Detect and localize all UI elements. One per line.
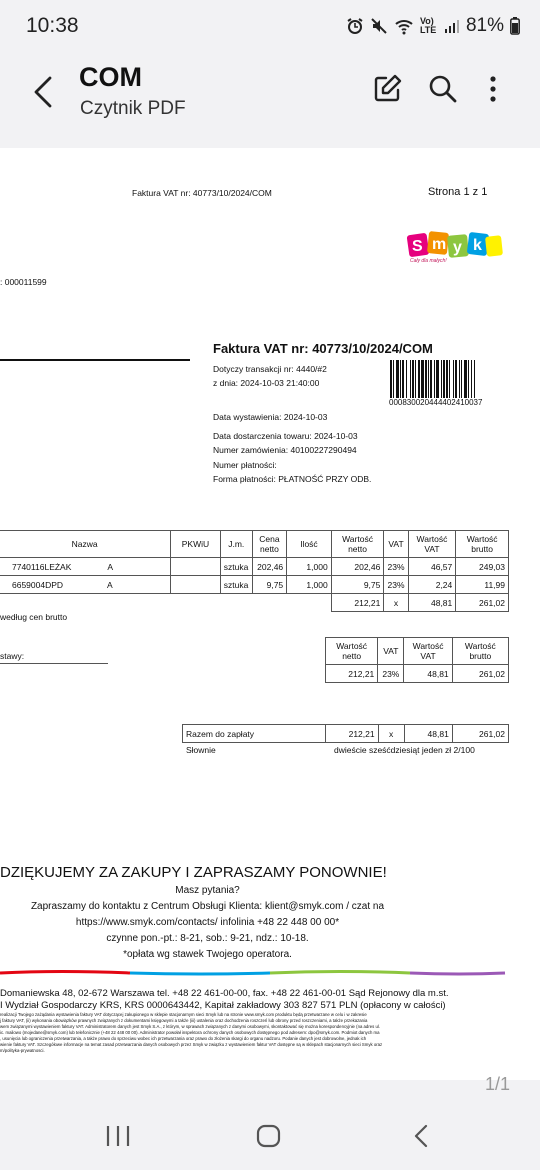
rate-note: *opłata wg stawek Twojego operatora. — [123, 949, 292, 960]
edit-icon[interactable] — [370, 72, 404, 106]
svg-text:S: S — [412, 238, 423, 255]
document-title: COM — [79, 62, 142, 92]
logo-tagline: Cały dla małych! — [410, 258, 447, 264]
summary-gross: 261,02 — [452, 665, 508, 683]
barcode-bar — [446, 360, 448, 398]
contact-line-1: Zapraszamy do kontaktu z Centrum Obsługi Klienta: klient@smyk.com / czat na — [30, 901, 385, 912]
status-icons — [346, 15, 520, 37]
blank-cell — [287, 594, 332, 612]
pdf-page[interactable] — [0, 148, 540, 1080]
qty-cell: 1,000 — [287, 576, 332, 594]
barcode-bar — [453, 360, 454, 398]
fine-print-line: ic. mailowo (mojedane@smyk.com) lub telefonicznie (+48 22 448 00 00). Administrator powołał inspektora ochrony danych osobowych dostępnego pod adresem: dpo@smyk.com. Podmiot danych ma — [0, 1030, 380, 1035]
status-time: 10:38 — [26, 14, 79, 37]
vat-cell: 23% — [384, 576, 408, 594]
vat-summary-table — [325, 637, 509, 683]
smyk-logo-graphic — [406, 230, 504, 260]
alarm-icon — [346, 17, 364, 35]
contact-line-2: https://www.smyk.com/contacts/ infolinia +48 22 448 00 00* — [75, 917, 340, 928]
column-header: PKWiU — [171, 531, 221, 558]
column-header: Wartość VAT — [408, 531, 456, 558]
item-flag: A — [107, 561, 114, 572]
barcode-bar — [430, 360, 432, 398]
invoice-header-small: Faktura VAT nr: 40773/10/2024/COM — [132, 188, 272, 198]
to-pay-gross: 261,02 — [452, 725, 508, 743]
battery-icon — [510, 17, 520, 35]
blank-cell — [252, 594, 286, 612]
gross-cell: 11,99 — [456, 576, 509, 594]
price-cell: 202,46 — [252, 558, 286, 576]
pkwiu-cell — [171, 558, 221, 576]
column-header: Nazwa — [0, 531, 171, 558]
barcode-bar — [412, 360, 414, 398]
order-number: Numer zamówienia: 40100227290494 — [213, 445, 357, 455]
signal-icon — [444, 18, 460, 34]
net-cell: 9,75 — [331, 576, 384, 594]
column-header: J.m. — [220, 531, 252, 558]
svg-text:k: k — [473, 237, 482, 254]
blank-cell — [0, 594, 171, 612]
total-gross: 261,02 — [456, 594, 509, 612]
column-header: Wartość netto — [331, 531, 384, 558]
page-indicator: 1/1 — [484, 1074, 510, 1094]
to-pay-net: 212,21 — [326, 725, 378, 743]
barcode-bar — [410, 360, 411, 398]
price-cell: 9,75 — [252, 576, 286, 594]
svg-text:y: y — [453, 239, 462, 256]
table-row — [0, 576, 509, 594]
document-subtitle: Czytnik PDF — [80, 98, 186, 119]
search-icon[interactable] — [426, 72, 460, 106]
column-header: Wartość netto — [326, 638, 378, 665]
transaction-date: z dnia: 2024-10-03 21:40:00 — [213, 378, 320, 388]
summary-vat: 23% — [378, 665, 404, 683]
barcode — [390, 360, 492, 398]
barcode-bar — [455, 360, 457, 398]
barcode-bar — [406, 360, 407, 398]
blank-cell — [220, 594, 252, 612]
fine-print-line: realizacji Twojego zażądania wystawienia faktury VAT dotyczącej zakupionego w sklepie stacjonarnym sieci Smyk lub na stronie www.smyk.com produktu będą przetwarzane w celu i w zakresie — [0, 1012, 367, 1017]
barcode-bar — [400, 360, 401, 398]
barcode-bar — [468, 360, 469, 398]
payment-number: Numer płatności: — [213, 460, 277, 470]
barcode-bar — [461, 360, 462, 398]
blank-cell — [171, 594, 221, 612]
barcode-bar — [393, 360, 394, 398]
company-address-2: I Wydział Gospodarczy KRS, KRS 0000643442, Kapitał zakładowy 303 827 571 PLN (opłacony w całości) — [0, 1000, 446, 1011]
gross-note: według cen brutto — [0, 612, 68, 622]
navigation-bar — [0, 1090, 540, 1170]
issue-date: Data wystawienia: 2024-10-03 — [213, 412, 328, 422]
table-row — [0, 558, 509, 576]
recent-apps-icon[interactable] — [104, 1124, 132, 1148]
barcode-bar — [396, 360, 399, 398]
fine-print-line: j faktury VAT, (ii) wykonania obowiązków prawnych związanych z dokumentami księgowymi a także (iii) ustalenia oraz dochodzenia roszczeń lub obrony przed roszczeniami, a także przekazania — [0, 1018, 368, 1023]
column-header: VAT — [384, 531, 408, 558]
barcode-bar — [390, 360, 392, 398]
hours-text: czynne pon.-pt.: 8-21, sob.: 9-21, ndz.: 10-18. — [106, 933, 309, 944]
barcode-bar — [418, 360, 420, 398]
summary-row — [326, 665, 509, 683]
smyk-logo — [406, 230, 504, 270]
more-options-icon[interactable] — [478, 72, 508, 106]
vat-value-cell: 2,24 — [408, 576, 456, 594]
basis-underline — [0, 663, 108, 664]
item-flag: A — [107, 579, 113, 590]
fine-print-line: , usunięcia lub ograniczenia przetwarzania, a także prawo do sprzeciwu wobec ich przetwarzania oraz prawo do złożenia skargi do organu nadzoru. Podanie danych jest dobrowolne, jednak ich — [0, 1036, 367, 1041]
nav-back-icon[interactable] — [410, 1123, 432, 1149]
summary-net: 212,21 — [326, 665, 378, 683]
column-header: Cena netto — [252, 531, 286, 558]
pkwiu-cell — [171, 576, 221, 594]
barcode-bar — [441, 360, 442, 398]
words-label: Słownie — [186, 745, 216, 755]
barcode-bar — [436, 360, 439, 398]
page-label: Strona 1 z 1 — [428, 186, 488, 198]
unit-cell: sztuka — [220, 558, 252, 576]
summary-header-row — [326, 638, 509, 665]
total-vat-value: 48,81 — [408, 594, 456, 612]
barcode-bar — [471, 360, 472, 398]
mute-icon — [370, 17, 388, 35]
barcode-bar — [434, 360, 435, 398]
fine-print — [0, 1012, 508, 1054]
customer-number: : 000011599 — [0, 277, 47, 287]
vat-cell: 23% — [384, 558, 408, 576]
fine-print-line: m/polityka-prywatnosci. — [0, 1048, 45, 1053]
column-header: VAT — [378, 638, 404, 665]
barcode-bar — [459, 360, 460, 398]
column-header: Wartość brutto — [456, 531, 509, 558]
to-pay-vat: x — [378, 725, 404, 743]
item-name-cell — [0, 558, 171, 576]
net-cell: 202,46 — [331, 558, 384, 576]
fine-print-line: wienie faktury VAT. Szczegółowe informacje na temat zasad przetwarzania danych osobowych przez Smyk w związku z wystawieniem faktur VAT dostępne są w sklepach stacjonarnych sieci Smyk oraz — [0, 1042, 383, 1047]
totals-row — [0, 594, 509, 612]
summary-vat-value: 48,81 — [404, 665, 452, 683]
qty-cell: 1,000 — [287, 558, 332, 576]
total-net: 212,21 — [331, 594, 384, 612]
barcode-bar — [428, 360, 429, 398]
svg-text:m: m — [432, 236, 447, 253]
total-vat: x — [384, 594, 408, 612]
unit-cell: sztuka — [220, 576, 252, 594]
delivery-date: Data dostarczenia towaru: 2024-10-03 — [213, 431, 358, 441]
words-value: dwieście sześćdziesiąt jeden zł 2/100 — [334, 745, 475, 755]
barcode-bar — [464, 360, 467, 398]
barcode-bar — [443, 360, 445, 398]
back-arrow-icon[interactable] — [26, 72, 62, 112]
gross-cell: 249,03 — [456, 558, 509, 576]
home-icon[interactable] — [255, 1123, 283, 1149]
divider-line — [0, 359, 190, 361]
column-header: Wartość brutto — [452, 638, 508, 665]
item-code: 6659004DPD — [12, 579, 64, 590]
network-label: Vo) LTE — [419, 16, 437, 35]
to-pay-vat-value: 48,81 — [404, 725, 452, 743]
barcode-bar — [402, 360, 404, 398]
basis-label: stawy: — [0, 651, 25, 661]
items-table — [0, 530, 509, 612]
thanks-message: DZIĘKUJEMY ZA ZAKUPY I ZAPRASZAMY PONOWNIE! — [0, 864, 387, 881]
transaction-number: Dotyczy transakcji nr: 4440/#2 — [213, 364, 327, 374]
to-pay-row — [183, 725, 509, 743]
app-bar — [0, 56, 540, 136]
payment-form: Forma płatności: PŁATNOŚĆ PRZY ODB. — [213, 474, 372, 484]
fine-print-line: wem związanymi wystawieniem faktury VAT. Administratorem danych jest Smyk S.A., z którym, w sprawach związanych z danymi osobowymi, skontaktować się można korespondencyjnie (na adres ul. — [0, 1024, 381, 1029]
item-code: 7740116LEŻAK — [12, 561, 72, 572]
wifi-icon — [394, 17, 414, 35]
barcode-bar — [415, 360, 416, 398]
color-stripe — [0, 969, 520, 977]
vat-value-cell: 46,57 — [408, 558, 456, 576]
table-header-row — [0, 531, 509, 558]
battery-percent: 81% — [465, 15, 504, 36]
to-pay-table — [182, 724, 509, 743]
barcode-bar — [449, 360, 450, 398]
column-header: Wartość VAT — [404, 638, 452, 665]
to-pay-label: Razem do zapłaty — [183, 725, 326, 743]
company-address-1: Domaniewska 48, 02-672 Warszawa tel. +48 22 461-00-00, fax. +48 22 461-00-01 Sąd Rejonowy dla m.st. — [0, 988, 449, 999]
status-bar — [0, 0, 540, 56]
question-text: Masz pytania? — [175, 885, 240, 896]
invoice-title: Faktura VAT nr: 40773/10/2024/COM — [213, 341, 433, 356]
item-name-cell — [0, 576, 171, 594]
column-header: Ilość — [287, 531, 332, 558]
barcode-bar — [425, 360, 427, 398]
barcode-bar — [421, 360, 424, 398]
barcode-bar — [474, 360, 475, 398]
barcode-number: 000830020444402410037 — [389, 398, 483, 407]
